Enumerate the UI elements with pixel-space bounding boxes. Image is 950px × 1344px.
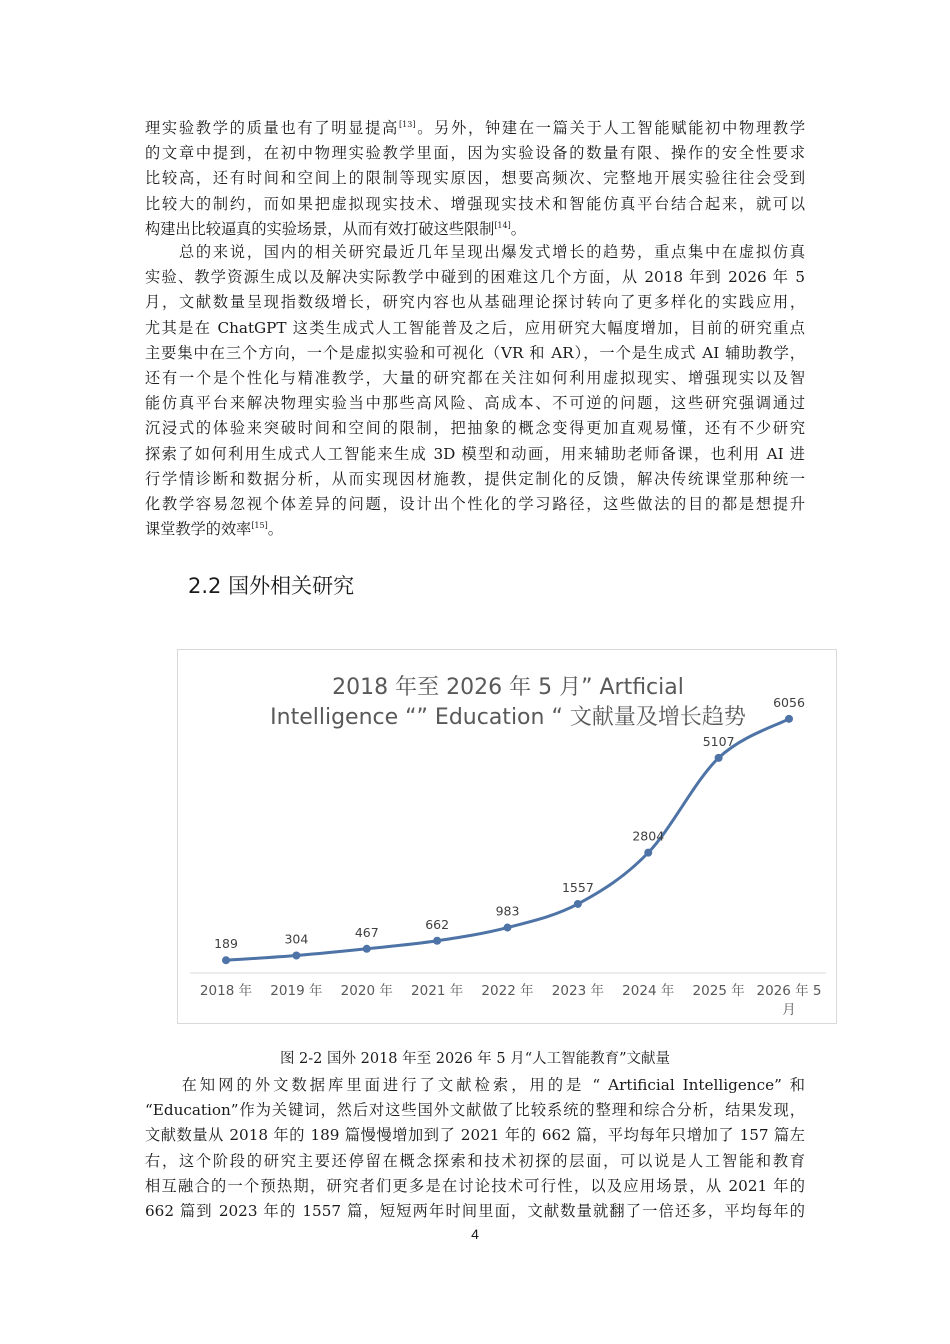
body-paragraph-2 [145,240,805,542]
text-line: 总的来说，国内的相关研究最近几年呈现出爆发式增长的趋势，重点集中在虚拟仿真 [145,243,805,261]
text-line: 比较高，还有时间和空间上的限制等现实原因，想要高频次、完整地开展实验往往会受到 [145,169,805,188]
text-line: 月，文献数量呈现指数级增长，研究内容也从基础理论探讨转向了更多样化的实践应用， [145,293,805,312]
text-line: 实验、教学资源生成以及解决实际教学中碰到的困难这几个方面，从 2018 年到 2026 年 5 [145,268,805,287]
data-label: 2804 [632,828,665,844]
citation-ref[interactable]: [14] [494,220,511,230]
section-heading: 2.2 国外相关研究 [188,574,355,598]
text-line: 的文章中提到，在初中物理实验教学里面，因为实验设备的数量有限、操作的安全性要求 [145,144,805,163]
x-tick-label: 2020 年 [340,983,393,999]
text-line: 能仿真平台来解决物理实验当中那些高风险、高成本、不可逆的问题，这些研究强调通过 [145,394,805,413]
x-tick-label: 2018 年 [199,983,253,999]
body-paragraph-3 [145,1073,805,1224]
data-point[interactable] [574,900,582,908]
x-tick-label: 2019 年 [270,983,323,999]
text-line: 在知网的外文数据库里面进行了文献检索，用的是 “ Artificial Intelligence” 和 [145,1076,805,1094]
citation-ref[interactable]: [13] [399,120,416,129]
x-tick-label: 2021 年 [411,983,464,999]
text-line: 662 篇到 2023 年的 1557 篇，短短两年时间里面，文献数量就翻了一倍还多，平均每年的 [145,1201,805,1220]
chart-marks [200,695,822,1018]
data-label: 6056 [773,694,805,710]
text-line: 构建出比较逼真的实验场景，从而有效打破这些限制[14]。 [145,219,526,238]
text-line: 化教学容易忽视个体差异的问题，设计出个性化的学习路径，这些做法的目的都是想提升 [145,494,805,513]
x-tick-label: 2025 年 [692,983,745,999]
text-line: 课堂教学的效率[15]。 [145,520,283,539]
text-line: 右，这个阶段的研究主要还停留在概念探索和技术初探的层面，可以说是人工智能和教育 [145,1151,805,1170]
data-label: 1557 [561,879,594,895]
citation-ref[interactable]: [15] [251,521,268,531]
chart-container [177,649,837,1024]
data-label: 983 [495,903,520,919]
figure-caption: 图 2-2 国外 2018 年至 2026 年 5 月“人工智能教育”文献量 [279,1051,671,1067]
data-label: 5107 [702,733,735,749]
text-line: 相互融合的一个预热期，研究者们更多是在讨论技术可行性，以及应用场景，从 2021 年的 [145,1176,805,1195]
text-line: 比较大的制约，而如果把虚拟现实技术、增强现实技术和智能仿真平台结合起来，就可以 [145,194,805,213]
text-line: 沉浸式的体验来突破时间和空间的限制，把抽象的概念变得更加直观易懂，还有不少研究 [145,419,805,438]
data-point[interactable] [292,951,300,959]
data-label: 467 [354,924,379,940]
x-tick-label: 月 [782,1002,796,1018]
data-point[interactable] [715,754,723,762]
x-tick-label: 2024 年 [622,983,675,999]
text-line: 行学情诊断和数据分析，从而实现因材施教，提供定制化的反馈，解决传统课堂那种统一 [145,469,805,488]
data-point[interactable] [785,715,793,723]
chart-title-line-2: Intelligence “” Education “ 文献量及增长趋势 [270,705,746,730]
data-point[interactable] [504,924,512,932]
text-line: 主要集中在三个方向，一个是虚拟实验和可视化（VR 和 AR），一个是生成式 AI 辅助教学， [145,343,805,362]
data-label: 189 [214,936,238,952]
text-line: “Education”作为关键词，然后对这些国外文献做了比较系统的整理和综合分析，结果发现， [145,1101,805,1120]
text-line: 探索了如何利用生成式人工智能来生成 3D 模型和动画，用来辅助老师备课，也利用 AI 进 [145,444,805,463]
x-tick-label: 2023 年 [551,983,604,999]
text-line: 理实验教学的质量也有了明显提高[13]。另外，钟建在一篇关于人工智能赋能初中物理教学 [145,119,806,137]
x-tick-label: 2022 年 [481,983,534,999]
data-point[interactable] [433,937,441,945]
data-point[interactable] [644,849,652,857]
data-point[interactable] [363,945,371,953]
text-line: 还有一个是个性化与精准教学，大量的研究都在关注如何利用虚拟现实、增强现实以及智 [145,368,805,387]
line-chart [178,650,838,1025]
text-line: 文献数量从 2018 年的 189 篇慢慢增加到了 2021 年的 662 篇，平均每年只增加了 157 篇左 [145,1126,805,1145]
page-number: 4 [471,1226,479,1242]
chart-title-line-1: 2018 年至 2026 年 5 月” Artficial [332,675,684,700]
data-point[interactable] [222,956,230,964]
text-line: 尤其是在 ChatGPT 这类生成式人工智能普及之后，应用研究大幅度增加，目前的研究重点 [145,318,805,337]
data-label: 304 [284,931,309,947]
x-tick-label: 2026 年 5 [756,983,822,999]
data-label: 662 [425,916,450,932]
body-paragraph-1 [145,116,805,242]
